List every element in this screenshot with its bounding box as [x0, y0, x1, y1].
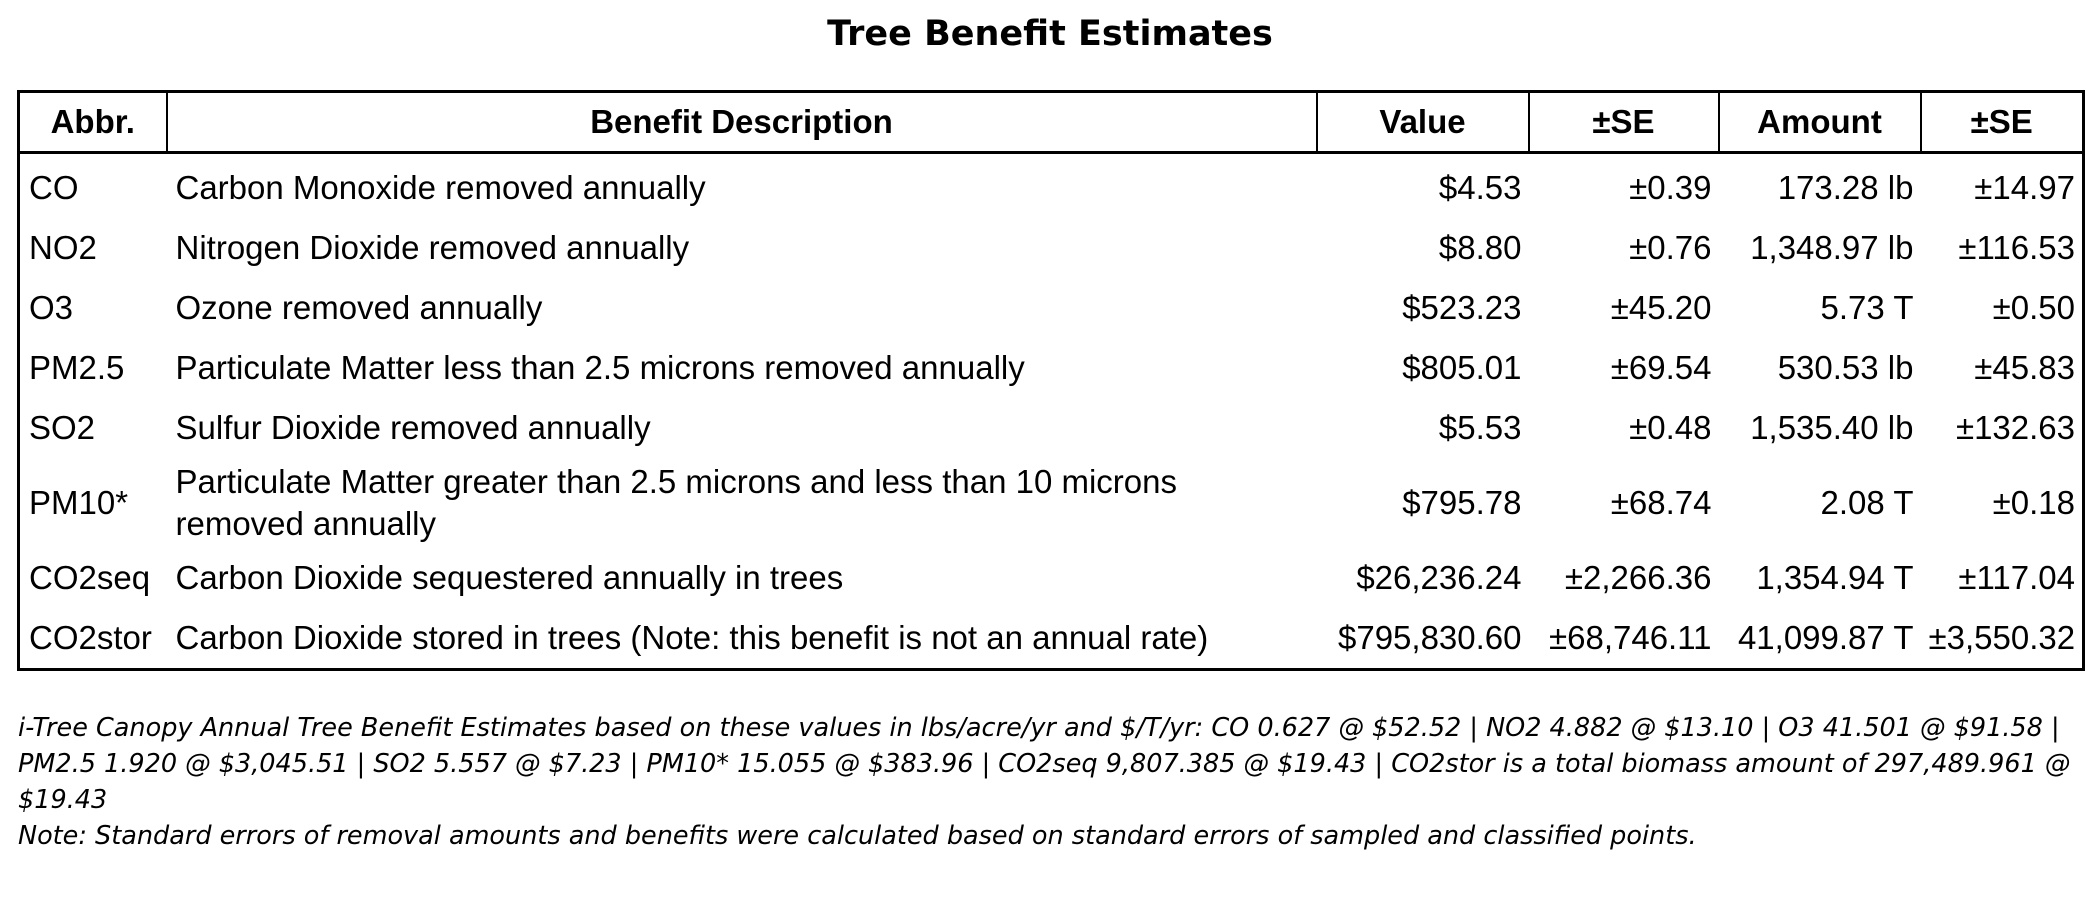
cell-abbr: NO2	[29, 229, 97, 266]
table-row	[19, 153, 2084, 219]
column-header-amount-se: ±SE	[1921, 92, 2084, 153]
table-row	[19, 398, 2084, 458]
column-header-description: Benefit Description	[167, 92, 1317, 153]
cell-amount-se: ±14.97	[1974, 169, 2075, 206]
cell-abbr: SO2	[29, 409, 96, 446]
cell-description: Particulate Matter greater than 2.5 microns and less than 10 microns removed annually	[175, 463, 1177, 542]
cell-value: $523.23	[1402, 289, 1522, 326]
cell-value-se: ±0.76	[1629, 229, 1712, 266]
cell-value: $8.80	[1438, 229, 1522, 266]
cell-description: Carbon Dioxide sequestered annually in trees	[175, 559, 844, 596]
cell-description: Ozone removed annually	[175, 289, 543, 326]
cell-value-se: ±68,746.11	[1549, 619, 1712, 656]
table-row	[19, 338, 2084, 398]
column-header-value-se: ±SE	[1529, 92, 1719, 153]
cell-amount: 1,535.40 lb	[1750, 409, 1914, 446]
cell-description: Carbon Dioxide stored in trees (Note: this benefit is not an annual rate)	[175, 619, 1209, 656]
cell-value-se: ±0.48	[1629, 409, 1712, 446]
cell-amount: 5.73 T	[1820, 289, 1914, 326]
footnote	[18, 710, 2088, 854]
cell-abbr: CO	[29, 169, 79, 206]
cell-abbr: PM10*	[29, 484, 129, 521]
cell-abbr: O3	[29, 289, 74, 326]
cell-amount: 1,348.97 lb	[1750, 229, 1914, 266]
footnote-standard-error-note: Note: Standard errors of removal amounts and benefits were calculated based on standard errors of sampled and classified points.	[18, 821, 1697, 851]
table-row	[19, 608, 2084, 670]
cell-abbr: CO2stor	[29, 619, 152, 656]
cell-description: Nitrogen Dioxide removed annually	[175, 229, 690, 266]
cell-value-se: ±0.39	[1629, 169, 1712, 206]
cell-value-se: ±45.20	[1610, 289, 1712, 326]
cell-value: $4.53	[1438, 169, 1522, 206]
cell-value: $26,236.24	[1356, 559, 1522, 596]
cell-amount-se: ±117.04	[1958, 559, 2075, 596]
page-title: Tree Benefit Estimates	[827, 14, 1273, 54]
cell-value: $795.78	[1402, 484, 1522, 521]
cell-amount-se: ±0.50	[1992, 289, 2075, 326]
column-header-value: Value	[1317, 92, 1529, 153]
cell-value-se: ±69.54	[1610, 349, 1712, 386]
cell-amount: 530.53 lb	[1777, 349, 1914, 386]
cell-amount-se: ±3,550.32	[1928, 619, 2076, 656]
table-header-row	[19, 92, 2084, 153]
cell-amount: 1,354.94 T	[1756, 559, 1914, 596]
table-row	[19, 458, 2084, 548]
cell-amount-se: ±45.83	[1974, 349, 2075, 386]
table-row	[19, 278, 2084, 338]
cell-amount-se: ±0.18	[1992, 484, 2075, 521]
cell-abbr: CO2seq	[29, 559, 151, 596]
cell-abbr: PM2.5	[29, 349, 125, 386]
cell-amount: 2.08 T	[1820, 484, 1914, 521]
cell-value: $5.53	[1438, 409, 1522, 446]
cell-amount-se: ±132.63	[1955, 409, 2075, 446]
benefits-table	[17, 90, 2085, 671]
cell-description: Carbon Monoxide removed annually	[175, 169, 706, 206]
footnote-methodology: i-Tree Canopy Annual Tree Benefit Estimates based on these values in lbs/acre/yr and $/T/yr: CO 0.627 @ $52.52 | NO2 4.882 @ $13.10 | O3 41.501 @ $91.58 | PM2.5 1.920 @ $3,045.51 | SO2 5.557 @ $7.23 | PM10* 15.055 @ $383.96 | CO2seq 9,807.385 @ $19.43 | CO2stor is a total biomass amount of 297,489.961 @ $19.43	[18, 713, 2071, 815]
table-row	[19, 218, 2084, 278]
table-row	[19, 548, 2084, 608]
cell-value-se: ±68.74	[1610, 484, 1712, 521]
cell-amount: 41,099.87 T	[1737, 619, 1914, 656]
cell-amount-se: ±116.53	[1958, 229, 2075, 266]
column-header-amount: Amount	[1719, 92, 1921, 153]
cell-value-se: ±2,266.36	[1564, 559, 1712, 596]
cell-value: $805.01	[1402, 349, 1522, 386]
cell-description: Sulfur Dioxide removed annually	[175, 409, 651, 446]
cell-value: $795,830.60	[1337, 619, 1522, 656]
column-header-abbr: Abbr.	[19, 92, 167, 153]
cell-amount: 173.28 lb	[1777, 169, 1914, 206]
cell-description: Particulate Matter less than 2.5 microns removed annually	[175, 349, 1025, 386]
